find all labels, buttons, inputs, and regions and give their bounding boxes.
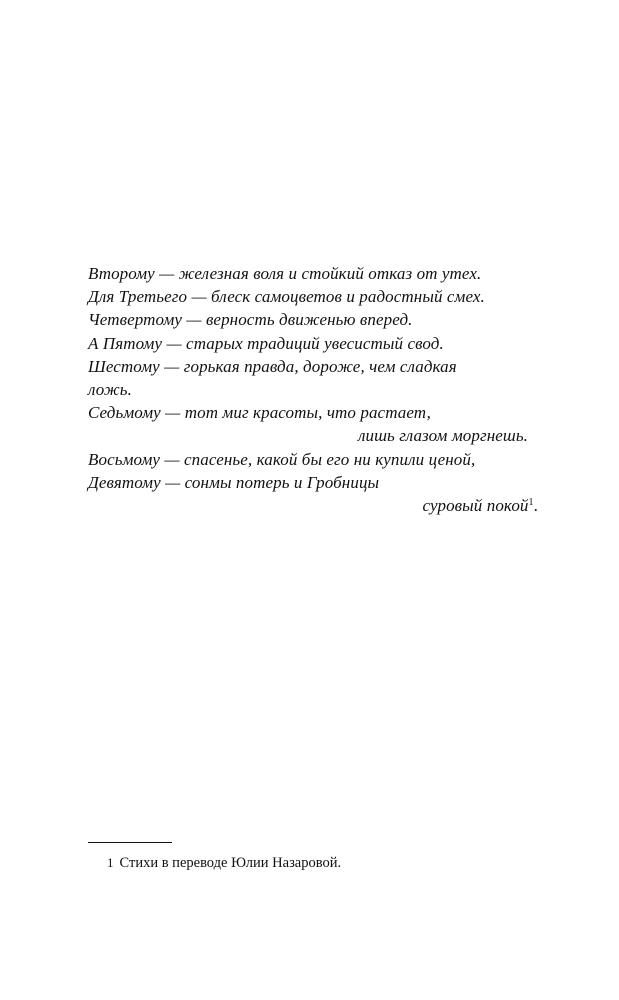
footnote-reference: 1 xyxy=(528,497,534,509)
footnote-marker: 1 xyxy=(107,855,114,870)
footnote-text: Стихи в переводе Юлии Назаровой. xyxy=(119,855,342,871)
footnote-divider xyxy=(88,842,172,843)
poem-line: Для Третьего — блеск самоцветов и радостный смех. xyxy=(88,287,485,307)
poem-line: Восьмому — спасенье, какой бы его ни купили ценой, xyxy=(88,449,476,469)
poem-line: Второму — железная воля и стойкий отказ от утех. xyxy=(88,264,482,283)
poem-line: А Пятому — старых традиций увесистый свод. xyxy=(88,333,444,353)
poem-line: ложь. xyxy=(88,380,132,400)
poem-line: Девятому — сонмы потерь и Гробницы xyxy=(88,472,380,492)
poem-line-text: суровый покой xyxy=(422,496,529,516)
poem-line-indented: лишь глазом моргнешь. xyxy=(358,426,528,446)
poem-line: Седьмому — тот миг красоты, что растает, xyxy=(88,403,431,423)
poem-line-indented xyxy=(88,494,538,517)
line-end-punctuation: . xyxy=(533,496,538,516)
poem-block xyxy=(88,262,538,517)
poem-line: Шестому — горькая правда, дороже, чем сладкая xyxy=(88,356,457,376)
poem-line: Четвертому — верность движенью вперед. xyxy=(88,310,413,330)
footnote xyxy=(107,854,341,872)
